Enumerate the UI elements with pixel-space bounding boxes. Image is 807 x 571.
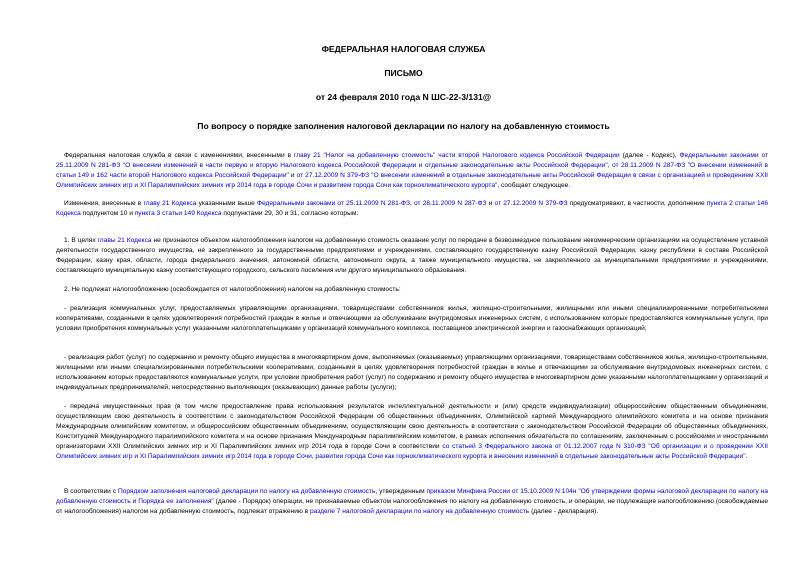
text-span: Изменения, внесенные в bbox=[64, 200, 144, 207]
text-span: предусматривают, в частности, дополнение bbox=[567, 200, 707, 207]
text-span: , сообщает следующее. bbox=[497, 182, 571, 190]
text-span: и bbox=[288, 172, 297, 180]
text-span: . bbox=[745, 453, 748, 461]
text-span: подпунктом 10 и bbox=[80, 210, 135, 218]
link-chapter-21[interactable]: главу 21 Кодекса bbox=[143, 200, 197, 207]
link-law-379-fz-short[interactable]: от 27.12.2009 N 379-ФЗ bbox=[494, 200, 568, 207]
text-span: 1. В целях bbox=[64, 237, 98, 244]
text-span: (далее - Порядок) операции, не признаваемые объектом налогообложения по налогу на добавленную стоимость, и операции, не подлежащие налогообложению (освобождаемые от налогообложения) налогом на добавленную стоимость, подлежат отражению в bbox=[56, 498, 768, 516]
link-law-379-fz[interactable]: от 27.12.2009 N 379-ФЗ "О внесении изменений в отдельные законодательные акты Российской Федерации в связи с организацией и проведением XXII Олимпийских зимних игр и XI Паралимпийских зимних игр 2014 года в городе Сочи и развитием города Сочи как горноклиматического курорта" bbox=[56, 172, 769, 190]
text-span: указанными выше bbox=[196, 200, 257, 207]
paragraph-declaration-order bbox=[56, 487, 768, 517]
link-law-281-fz[interactable]: Федеральными законами от 25.11.2009 N 281-ФЗ "О внесении изменений в части первую и вторую Налогового кодекса Российской Федерации и отдельные законодательные акты Российской Федерации" bbox=[56, 152, 769, 170]
link-law-281-fz-short[interactable]: Федеральными законами от 25.11.2009 N 281-ФЗ bbox=[256, 200, 410, 207]
text-span: (далее - декларация). bbox=[529, 508, 599, 516]
text-span: , утвержденным bbox=[375, 488, 427, 495]
link-law-287-fz-short[interactable]: от 28.11.2009 N 287-ФЗ bbox=[413, 200, 487, 207]
link-section-7[interactable]: разделе 7 налоговой декларации по налогу на добавленную стоимость bbox=[310, 508, 530, 516]
link-article-146[interactable]: пункта 2 статьи 146 Кодекса bbox=[56, 200, 768, 218]
paragraph-utilities: - реализация коммунальных услуг, предоставляемых управляющими организациями, товариществами собственников жилья, жилищно-строительными, жилищными или иными специализированными потребительскими кооперативами, созданными в целях удовлетворения потребностей граждан в жилье и отвечающими за обслуживание внутридомовых инженерных систем, с использованием которых предоставляются коммунальные услуги, при условии приобретения коммунальных услуг указанными налогоплательщиками у организаций коммунального комплекса, поставщиков электрической энергии и газоснабжающих организаций; bbox=[56, 305, 768, 333]
text-span: , bbox=[409, 200, 414, 207]
text-span: , bbox=[607, 162, 612, 170]
paragraph-item-1 bbox=[56, 236, 768, 276]
link-declaration-procedure[interactable]: Порядком заполнения налоговой декларации по налогу на добавленную стоимость bbox=[117, 488, 376, 495]
paragraph-intro bbox=[56, 151, 768, 191]
paragraph-item-2: 2. Не подлежат налогообложению (освобождается от налогообложения) налогом на добавленную стоимость: bbox=[64, 286, 401, 293]
link-law-287-fz[interactable]: от 28.11.2009 N 287-ФЗ "О внесении изменений в статьи 149 и 162 части второй Налогового кодекса Российской Федерации" bbox=[56, 162, 768, 180]
link-law-310-fz[interactable]: со статьей 3 Федерального закона от 01.12.2007 года N 310-ФЗ "Об организации и о проведении XXII Олимпийских зимних игр и XI Паралимпийских зимних игр 2014 года в городе Сочи, развитии города Сочи как горноклиматического курорта и внесении изменений в отдельные законодательные акты Российской Федерации" bbox=[56, 443, 768, 461]
link-chapter-21-nk[interactable]: главу 21 "Налог на добавленную стоимость" части второй Налогового кодекса Российской Федерации bbox=[293, 152, 620, 159]
agency-title: ФЕДЕРАЛЬНАЯ НАЛОГОВАЯ СЛУЖБА bbox=[321, 44, 486, 54]
document-subject: По вопросу о порядке заполнения налоговой декларации по налогу на добавленную стоимость bbox=[197, 121, 610, 131]
link-article-149[interactable]: пункта 3 статьи 149 Кодекса bbox=[134, 210, 222, 218]
text-span: подпунктами 29, 30 и 31, согласно которым: bbox=[221, 210, 359, 218]
text-span: и bbox=[486, 200, 495, 207]
document-date-number: от 24 февраля 2010 года N ШС-22-3/131@ bbox=[315, 92, 492, 102]
link-chapter-21-item1[interactable]: главы 21 Кодекса bbox=[97, 237, 152, 244]
link-order-104n[interactable]: приказом Минфина России от 15.10.2009 N 104н "Об утверждении формы налоговой декларации по налогу на добавленную стоимость и Порядка ее заполнения" bbox=[56, 488, 769, 506]
text-span: (далее - Кодекс), bbox=[619, 152, 680, 159]
text-span: Федеральная налоговая служба в связи с изменениями, внесенными в bbox=[64, 152, 294, 159]
text-span: - передача имущественных прав (в том числе предоставление права использования результатов интеллектуальной деятельности и (или) средств индивидуализации) общероссийским общественным объединениям, осуществляющим свою деятельность в соответствии с законодательством Российской Федерации об общественных объединениях, Олимпийской хартией Международного олимпийского комитета и на основе признания Международным олимпийским комитетом, и общероссийским общественным объединениям, осуществляющим свою деятельность в соответствии с законодательством Российской Федерации об общественных объединениях, Конституцией Международного паралимпийского комитета и на основе признания Международным паралимпийским комитетом, в рамках исполнения обязательств по соглашениям, заключенным с российскими и иностранными организаторами XXII Олимпийских зимних игр и XI Паралимпийских зимних игр 2014 года в городе Сочи в соответствии bbox=[56, 403, 768, 451]
document-type: ПИСЬМО bbox=[384, 68, 423, 78]
paragraph-property-rights bbox=[56, 402, 768, 463]
text-span: не признаются объектом налогообложения налогом на добавленную стоимость оказание услуг по передаче в безвозмездное пользование некоммерческим организациям на осуществление уставной деятельности государственного имущества, не закрепленного за государственными предприятиями и учреждениями, составляющего государственную казну Российской Федерации, казну республики в составе Российской Федерации, казну края, области, города федерального значения, автономной области, автономного округа, а также муниципального имущества, не закрепленного за муниципальными предприятиями и учреждениями, составляющего муниципальную казну соответствующего городского, сельского поселения или другого муниципального образования. bbox=[56, 237, 768, 275]
paragraph-maintenance: - реализация работ (услуг) по содержанию и ремонту общего имущества в многоквартирном доме, выполняемых (оказываемых) управляющими организациями, товариществами собственников жилья, жилищно-строительными, жилищными или иными специализированными потребительскими кооперативами, созданными в целях удовлетворения потребностей граждан в жилье и отвечающими за обслуживание внутридомовых инженерных систем, с использованием которых предоставляются коммунальные услуги, при условии приобретения работ (услуг) по содержанию и ремонту общего имущества в многоквартирном доме указанными налогоплательщиками у организаций и индивидуальных предпринимателей, непосредственно выполняющих (оказывающих) данные работы (услуги); bbox=[56, 354, 768, 392]
text-span: В соответствии с bbox=[64, 488, 118, 495]
paragraph-changes bbox=[56, 199, 768, 219]
